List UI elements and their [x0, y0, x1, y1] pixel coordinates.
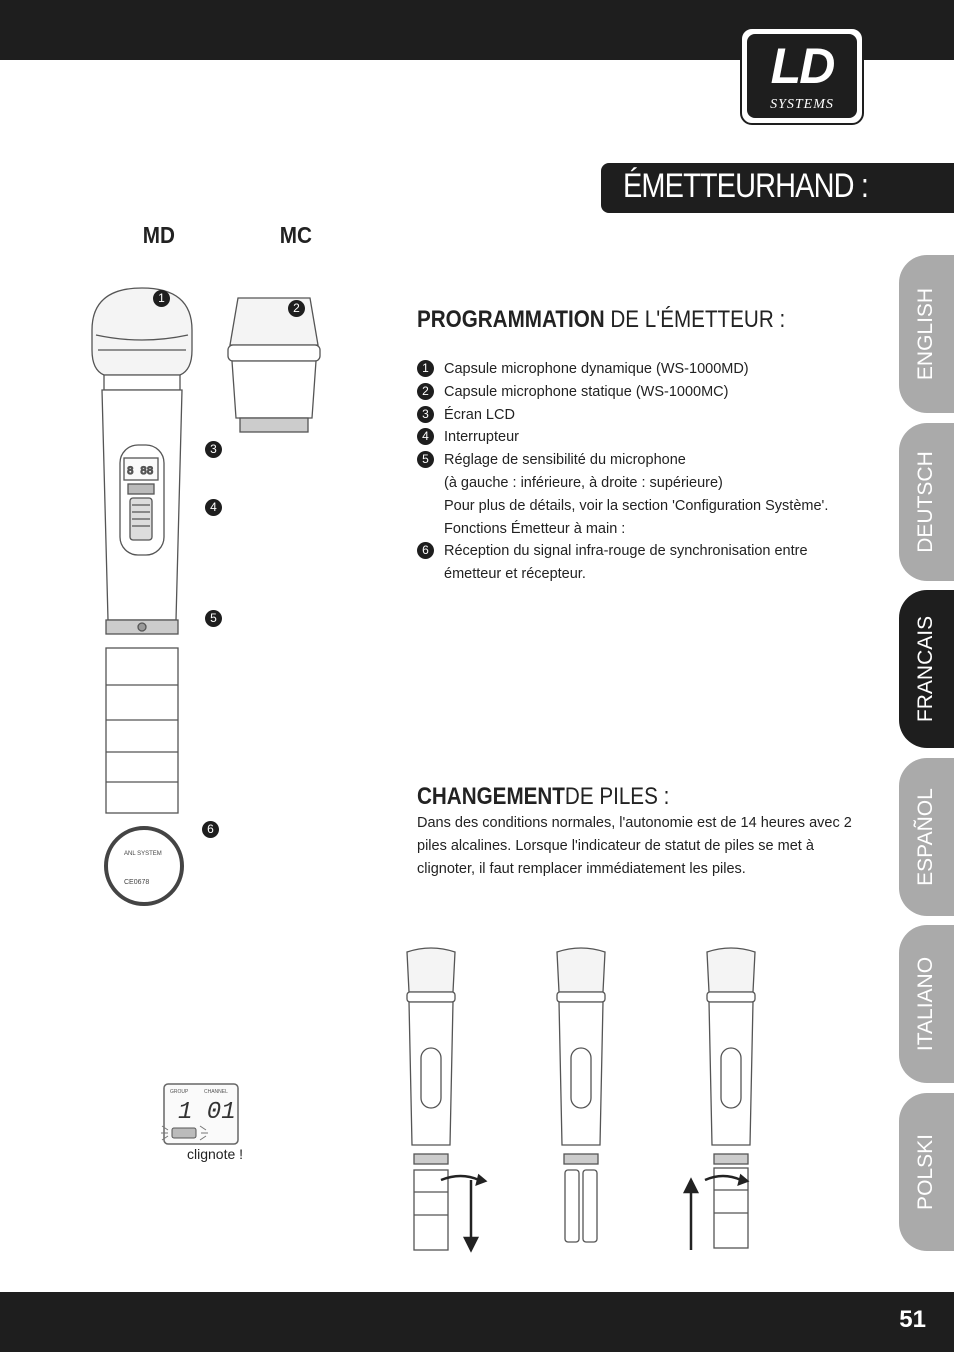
tab-italiano-label: ITALIANO — [914, 956, 937, 1052]
item-text: Capsule microphone statique (WS-1000MC) — [444, 383, 729, 400]
lcd-blink-caption: clignote ! — [187, 1146, 244, 1162]
tab-espanol-label: ESPAÑOL — [914, 788, 937, 886]
item-text: Interrupteur — [444, 429, 519, 446]
callout-3: 3 — [205, 441, 222, 458]
item-text: (à gauche : inférieure, à droite : supérieure) — [444, 474, 723, 491]
callout-6: 6 — [202, 821, 219, 838]
item-text: Capsule microphone dynamique (WS-1000MD) — [444, 361, 749, 377]
md-label: MD — [142, 222, 175, 248]
item-number: 4 — [417, 428, 434, 445]
item-number: 5 — [417, 451, 434, 468]
mc-label: MC — [279, 222, 312, 248]
callout-4: 4 — [205, 499, 222, 516]
changement-paragraph: Dans des conditions normales, l'autonomie est de 14 heures avec 2 piles alcalines. Lorsque l'indicateur de statut de piles se met à clignoter, il faut remplacer immédiatement les piles. — [417, 815, 852, 877]
tab-francais-label: FRANCAIS — [914, 615, 937, 723]
svg-text:8 88: 8 88 — [127, 466, 154, 478]
programmation-heading-bold: PROGRAMMATION — [417, 306, 605, 333]
item-number: 1 — [417, 360, 434, 377]
tab-deutsch[interactable] — [899, 423, 954, 581]
item-text: Pour plus de détails, voir la section 'Configuration Système'. — [444, 497, 829, 514]
bottom-bar — [0, 1292, 954, 1352]
changement-heading-bold: CHANGEMENT — [417, 783, 565, 810]
programmation-heading — [417, 306, 785, 334]
item-text: émetteur et récepteur. — [444, 566, 586, 583]
callout-1: 1 — [153, 290, 170, 307]
logo-systems-text: SYSTEMS — [770, 97, 834, 112]
tab-espanol[interactable] — [899, 758, 954, 916]
item-number: 2 — [417, 383, 434, 400]
battery-change-steps — [395, 940, 775, 1270]
item-text: Écran LCD — [444, 406, 515, 423]
tab-francais[interactable] — [899, 590, 954, 748]
list-item — [417, 540, 857, 586]
section-title-bar — [601, 163, 954, 213]
list-item — [417, 426, 857, 449]
tab-polski[interactable] — [899, 1093, 954, 1251]
emblem-brand: ANL SYSTEM — [124, 851, 162, 857]
callout-2: 2 — [288, 300, 305, 317]
tab-italiano[interactable] — [899, 925, 954, 1083]
step-1-mic — [407, 948, 455, 1250]
list-item — [417, 358, 857, 381]
ld-systems-logo — [740, 27, 864, 125]
lcd-group-label: GROUP — [170, 1089, 189, 1095]
changement-heading — [417, 783, 669, 811]
changement-heading-rest: DE PILES : — [564, 783, 670, 810]
item-text: Réglage de sensibilité du microphone — [444, 452, 686, 469]
item-text: Réception du signal infra-rouge de synchronisation entre — [444, 543, 808, 560]
page-title: ÉMETTEURHAND : — [623, 167, 868, 205]
callout-5: 5 — [205, 610, 222, 627]
list-item — [417, 381, 857, 404]
lcd-channel-label: CHANNEL — [204, 1089, 228, 1095]
item-text: Fonctions Émetteur à main : — [444, 520, 626, 537]
lcd-digits: 1 01 — [178, 1099, 236, 1126]
logo-ld-text: LD — [770, 38, 834, 94]
programmation-heading-rest: DE L'ÉMETTEUR : — [604, 306, 786, 333]
item-number: 6 — [417, 542, 434, 559]
tab-english[interactable] — [899, 255, 954, 413]
lcd-blink-illustration — [158, 1080, 248, 1150]
emblem-mark: CE0678 — [124, 879, 150, 886]
feature-list — [417, 358, 857, 586]
step-3-mic — [707, 948, 755, 1248]
tab-english-label: ENGLISH — [914, 287, 937, 381]
step-2-mic — [557, 948, 605, 1242]
item-number: 3 — [417, 406, 434, 423]
list-item — [417, 449, 857, 540]
page-number: 51 — [899, 1306, 926, 1333]
tab-deutsch-label: DEUTSCH — [914, 451, 937, 553]
tab-polski-label: POLSKI — [914, 1134, 937, 1210]
list-item — [417, 404, 857, 427]
